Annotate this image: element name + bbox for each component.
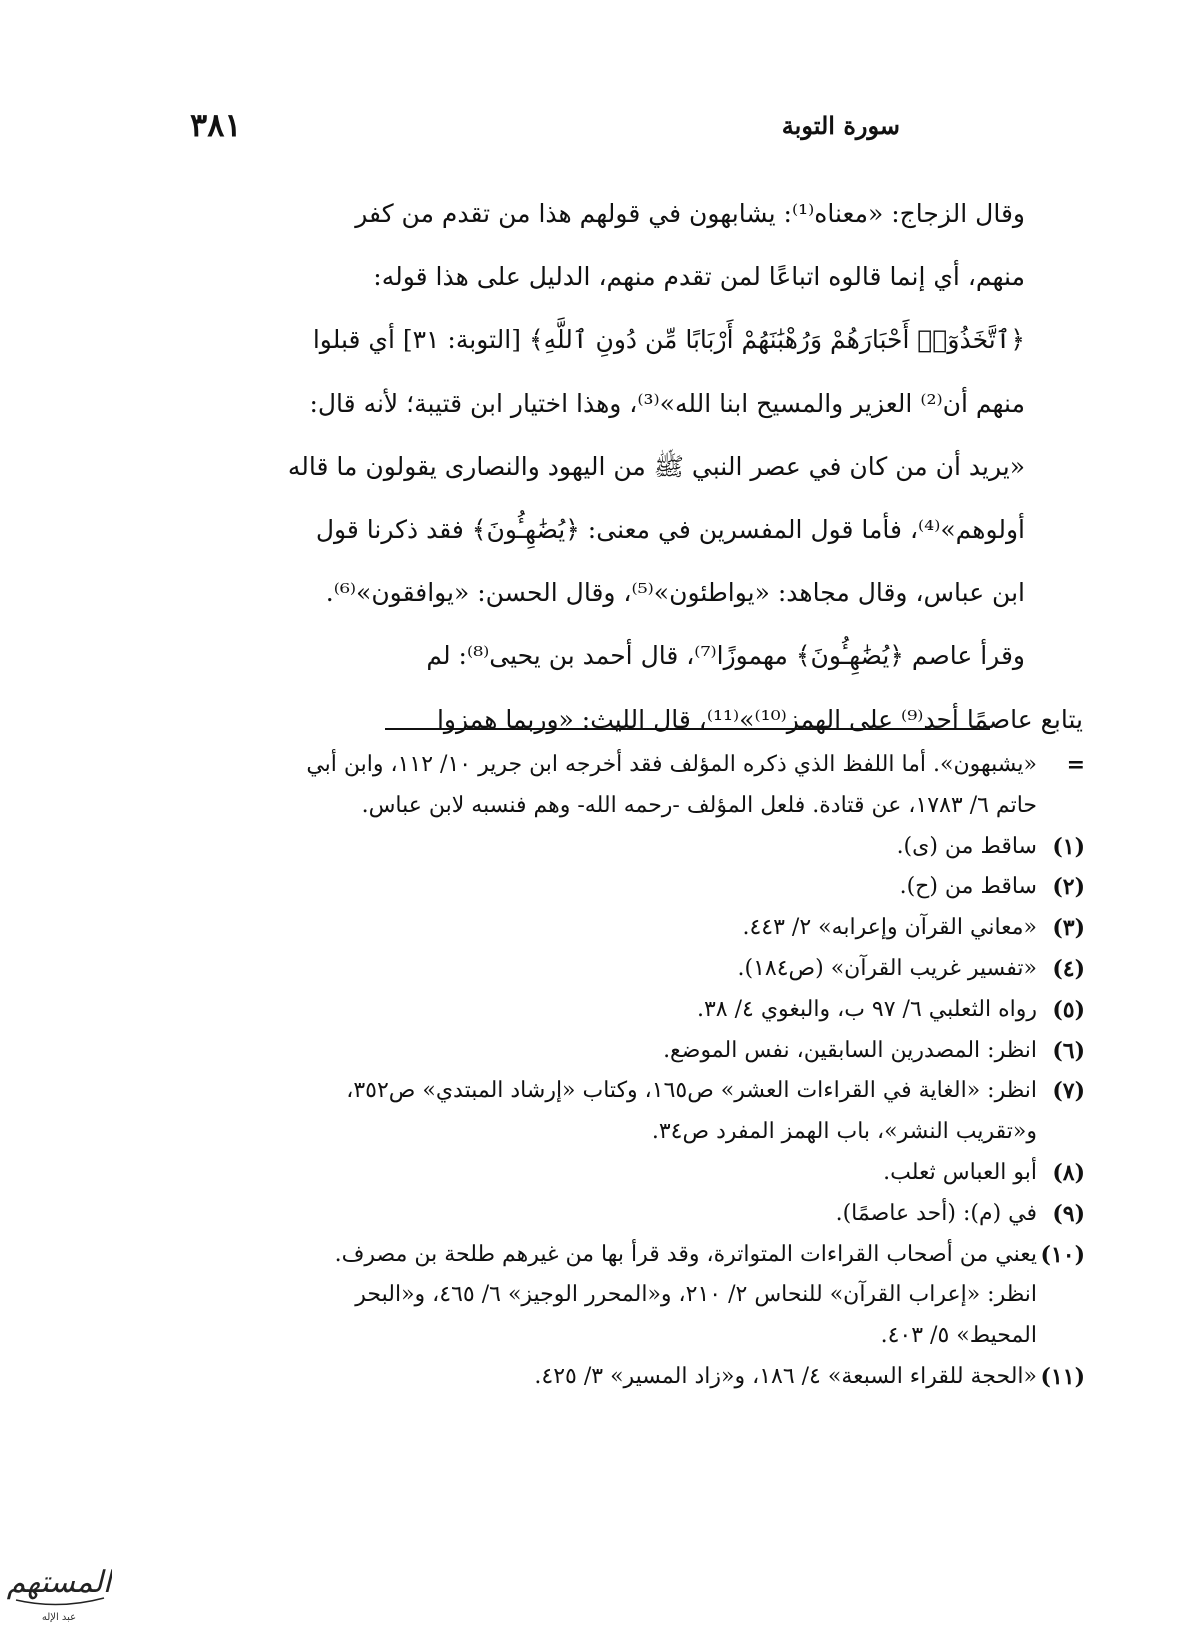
footnote-divider — [385, 728, 990, 730]
footnotes — [112, 745, 1085, 1398]
text-line: وقرأ عاصم ﴿يُضَٰهِـُٔونَ﴾ مهموزًا⁽⁷⁾، قال أحمد بن يحيى⁽⁸⁾: لم — [426, 641, 1025, 671]
text-line: منهم أن⁽²⁾ العزير والمسيح ابنا الله»⁽³⁾، وهذا اختيار ابن قتيبة؛ لأنه قال: — [309, 388, 1025, 418]
footnote-continuation — [112, 745, 1085, 827]
paragraph-2 — [118, 624, 1083, 687]
footnote-number: (٢) — [1052, 874, 1085, 901]
footnote-line: المحيط» ٥/ ٤٠٣. — [880, 1323, 1037, 1349]
watermark-subtext: عبد الإله — [41, 1612, 77, 1623]
continuation-mark: = — [1066, 752, 1085, 778]
footnote-line: «الحجة للقراء السبعة» ٤/ ١٨٦، و«زاد المسير» ٣/ ٤٢٥. — [534, 1363, 1037, 1389]
footnote-number: (٥) — [1052, 996, 1085, 1023]
page-header — [190, 100, 900, 150]
footnote-line: «تفسير غريب القرآن» (ص١٨٤). — [737, 955, 1037, 981]
footnote-10 — [112, 1235, 1085, 1357]
footnote-line: «يشبهون». أما اللفظ الذي ذكره المؤلف فقد أخرجه ابن جرير ١٠/ ١١٢، وابن أبي — [306, 752, 1037, 777]
watermark-text: المستهم — [6, 1565, 112, 1600]
footnote-line: يعني من أصحاب القراءات المتواترة، وقد قرأ بها من غيرهم طلحة بن مصرف. — [334, 1241, 1037, 1267]
text-line: وقال الزجاج: «معناه⁽¹⁾: يشابهون في قولهم هذا من تقدم من كفر — [355, 199, 1025, 228]
footnote-8 — [112, 1153, 1085, 1194]
footnote-line: ساقط من (ح). — [899, 874, 1037, 900]
footnote-line: انظر: المصدرين السابقين، نفس الموضع. — [663, 1037, 1037, 1063]
footnote-number: (٩) — [1052, 1200, 1085, 1227]
footnote-1 — [112, 827, 1085, 868]
footnote-number: (٣) — [1052, 915, 1085, 942]
footnote-11 — [112, 1357, 1085, 1398]
text-line: يتابع عاصمًا أحد⁽⁹⁾ على الهمز⁽¹⁰⁾»⁽¹¹⁾، قال الليث: «وربما همزوا — [436, 704, 1083, 734]
paragraph-1 — [118, 182, 1083, 624]
paragraph-2-cont — [118, 688, 1083, 751]
footnote-line: رواه الثعلبي ٦/ ٩٧ ب، والبغوي ٤/ ٣٨. — [696, 996, 1037, 1022]
footnote-number: (٨) — [1052, 1159, 1085, 1186]
footnote-6 — [112, 1031, 1085, 1072]
footnote-line: ساقط من (ى). — [896, 833, 1037, 859]
footnote-7 — [112, 1071, 1085, 1153]
footnote-number: (١٠) — [1040, 1241, 1085, 1268]
footnote-line: أبو العباس ثعلب. — [883, 1159, 1037, 1185]
footnote-number: (٦) — [1052, 1037, 1085, 1064]
footnote-line: حاتم ٦/ ١٧٨٣، عن قتادة. فلعل المؤلف -رحمه الله- وهم فنسبه لابن عباس. — [361, 792, 1037, 818]
text-line: ﴿ٱتَّخَذُوٓا۟ أَحْبَارَهُمْ وَرُهْبَٰنَهُمْ أَرْبَابًا مِّن دُونِ ٱللَّهِ﴾ [التوبة: ٣١] أي قبلوا — [312, 325, 1025, 355]
footnote-4 — [112, 949, 1085, 990]
footnote-9 — [112, 1194, 1085, 1235]
footnote-number: (٧) — [1052, 1078, 1085, 1105]
footnote-line: في (م): (أحد عاصمًا). — [835, 1200, 1037, 1226]
footnote-line: انظر: «إعراب القرآن» للنحاس ٢/ ٢١٠، و«المحرر الوجيز» ٦/ ٤٦٥، و«البحر — [355, 1282, 1037, 1308]
footnote-line: انظر: «الغاية في القراءات العشر» ص١٦٥، وكتاب «إرشاد المبتدي» ص٣٥٢، — [346, 1078, 1037, 1104]
page-number: ٣٨١ — [190, 106, 242, 144]
text-line: «يريد أن من كان في عصر النبي ﷺ من اليهود والنصارى يقولون ما قاله — [287, 451, 1025, 481]
footnote-line: «معاني القرآن وإعرابه» ٢/ ٤٤٣. — [742, 915, 1037, 941]
text-line: ابن عباس، وقال مجاهد: «يواطئون»⁽⁵⁾، وقال الحسن: «يوافقون»⁽⁶⁾. — [325, 578, 1025, 608]
footnote-line: و«تقريب النشر»، باب الهمز المفرد ص٣٤. — [651, 1119, 1037, 1145]
footnote-number: (١) — [1052, 833, 1085, 860]
main-text — [118, 182, 1083, 751]
footnote-number: (١١) — [1040, 1363, 1085, 1390]
footnote-3 — [112, 908, 1085, 949]
text-line: أولوهم»⁽⁴⁾، فأما قول المفسرين في معنى: ﴿يُضَٰهِـُٔونَ﴾ فقد ذكرنا قول — [315, 514, 1025, 544]
surah-title: سورة التوبة — [781, 110, 900, 140]
watermark-logo — [6, 1552, 112, 1628]
footnote-number: (٤) — [1052, 955, 1085, 982]
footnote-2 — [112, 867, 1085, 908]
footnote-5 — [112, 990, 1085, 1031]
text-line: منهم، أي إنما قالوه اتباعًا لمن تقدم منهم، الدليل على هذا قوله: — [373, 262, 1025, 292]
